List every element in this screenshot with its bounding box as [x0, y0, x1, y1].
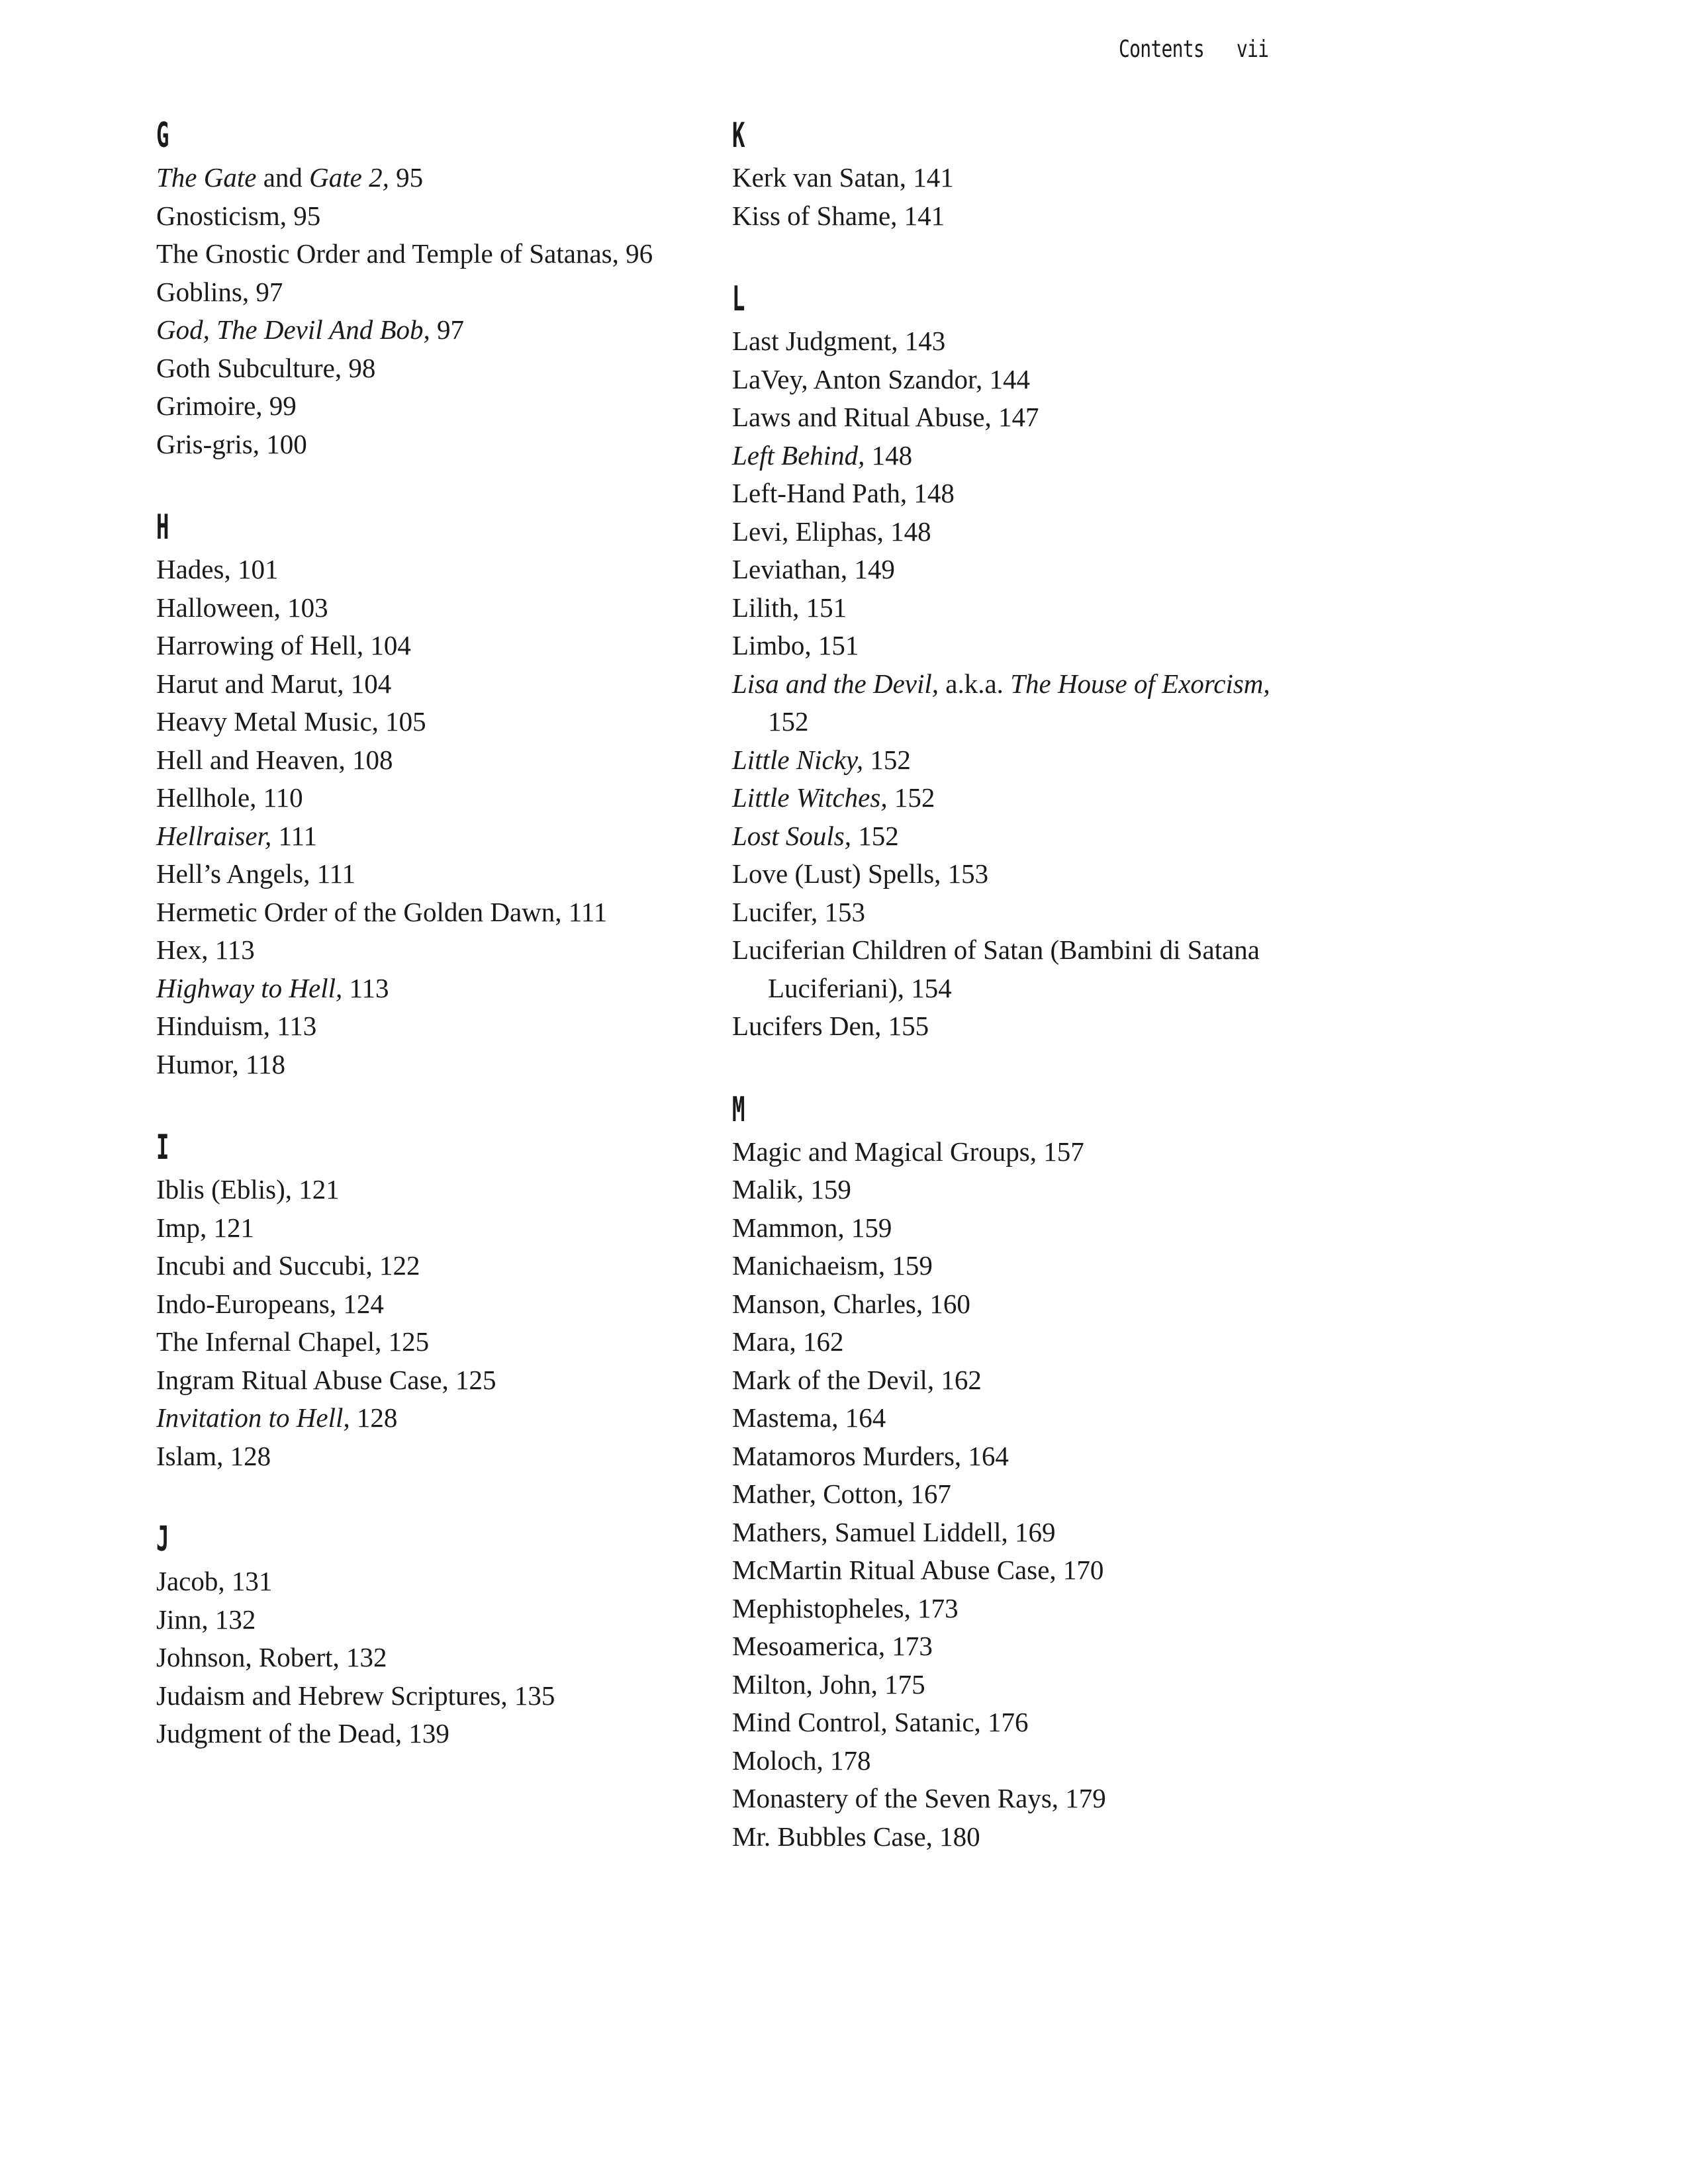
index-section: [156, 1516, 726, 1753]
entry-text: Mark of the Devil, 162: [732, 1364, 982, 1395]
index-entry: [732, 1285, 1301, 1324]
entry-text: Matamoros Murders, 164: [732, 1440, 1009, 1471]
entry-text: Hermetic Order of the Golden Dawn, 111: [156, 896, 608, 927]
entry-text: Hell’s Angels, 111: [156, 858, 356, 889]
entry-text: 148: [865, 439, 913, 471]
index-entry: [156, 349, 726, 388]
index-entry: [732, 893, 1301, 932]
entry-title-italic: Invitation to Hell,: [156, 1402, 350, 1433]
index-entry: [156, 1639, 726, 1677]
index-section: [156, 113, 726, 463]
entry-text: 128: [350, 1402, 398, 1433]
index-entry: [156, 779, 726, 817]
index-entry: [156, 273, 726, 312]
entry-title-italic: The Gate: [156, 162, 257, 193]
entry-text: Laws and Ritual Abuse, 147: [732, 402, 1039, 432]
entry-text: Last Judgment, 143: [732, 326, 946, 356]
index-entry: [732, 322, 1301, 361]
entry-text: 95: [389, 162, 424, 193]
index-entry: [732, 1475, 1301, 1514]
index-entry: [732, 1666, 1301, 1704]
entry-text: Gris-gris, 100: [156, 428, 307, 459]
entry-text: Moloch, 178: [732, 1745, 871, 1776]
index-entry: [732, 1551, 1301, 1590]
index-entry: [732, 1514, 1301, 1552]
index-entry: [732, 551, 1301, 589]
index-entry: [732, 589, 1301, 627]
index-entry: [732, 1209, 1301, 1248]
index-entry: [732, 817, 1301, 856]
entry-title-italic: God, The Devil And Bob,: [156, 314, 430, 345]
index-entry: [732, 627, 1301, 665]
index-entry: [732, 1361, 1301, 1400]
entry-text: Jacob, 131: [156, 1566, 273, 1596]
entry-text: Judgment of the Dead, 139: [156, 1718, 449, 1749]
index-entry: [156, 387, 726, 426]
entry-text: McMartin Ritual Abuse Case, 170: [732, 1555, 1104, 1585]
entry-title-italic: Left Behind,: [732, 439, 865, 471]
section-letter: G: [156, 116, 169, 156]
entry-text: Heavy Metal Music, 105: [156, 706, 426, 737]
index-entry: [156, 1247, 726, 1285]
index-entry: [156, 931, 726, 970]
entry-text: Mather, Cotton, 167: [732, 1479, 951, 1509]
index-entry: [156, 589, 726, 627]
index-entry: [156, 426, 726, 464]
entry-text: Lilith, 151: [732, 592, 847, 623]
entry-text: Levi, Eliphas, 148: [732, 516, 931, 547]
index-section: [732, 1087, 1301, 1856]
index-section: [156, 1124, 726, 1475]
entry-text: Limbo, 151: [732, 630, 859, 660]
entry-text: Harut and Marut, 104: [156, 668, 392, 699]
index-entry: [156, 311, 726, 349]
index-entry: [156, 703, 726, 741]
entry-text: a.k.a.: [939, 668, 1011, 699]
index-entry: [156, 235, 726, 273]
index-entry: [156, 1007, 726, 1046]
entry-text: Hinduism, 113: [156, 1011, 317, 1041]
entry-text: LaVey, Anton Szandor, 144: [732, 363, 1031, 394]
entry-title-italic: Lost Souls,: [732, 820, 851, 851]
index-entry: [156, 665, 726, 704]
entry-text: Hellhole, 110: [156, 782, 303, 813]
entry-text: Magic and Magical Groups, 157: [732, 1136, 1084, 1167]
entry-text: 111: [271, 820, 317, 851]
index-entry: [156, 1563, 726, 1601]
entry-text: Hell and Heaven, 108: [156, 744, 393, 775]
index-entry: [732, 1590, 1301, 1628]
index-entry: [732, 475, 1301, 513]
index-entry: [732, 1627, 1301, 1666]
index-entry: [732, 1742, 1301, 1780]
entry-text: Manson, Charles, 160: [732, 1288, 970, 1319]
entry-text: Incubi and Succubi, 122: [156, 1250, 420, 1281]
index-entry: [156, 1323, 726, 1361]
index-entry: [732, 1007, 1301, 1046]
running-head-title: Contents: [1119, 36, 1205, 63]
entry-text: Love (Lust) Spells, 153: [732, 858, 989, 889]
index-entry: [732, 741, 1301, 780]
entry-text: Hades, 101: [156, 554, 279, 584]
index-entry: [732, 1780, 1301, 1818]
entry-text: Ingram Ritual Abuse Case, 125: [156, 1364, 496, 1395]
section-letter: M: [732, 1089, 745, 1130]
entry-text: Johnson, Robert, 132: [156, 1642, 387, 1672]
index-entry: [156, 817, 726, 856]
index-entry: [156, 1677, 726, 1715]
entry-text: Kiss of Shame, 141: [732, 200, 945, 231]
entry-text: 113: [342, 972, 389, 1003]
index-entry: [156, 1171, 726, 1209]
entry-text: 152: [768, 706, 809, 737]
index-entry: [732, 1323, 1301, 1361]
entry-text: Left-Hand Path, 148: [732, 478, 955, 508]
index-entry: [156, 1285, 726, 1324]
index-entry: [732, 1133, 1301, 1171]
entry-text: Goth Subculture, 98: [156, 352, 376, 383]
entry-text: Islam, 128: [156, 1440, 271, 1471]
entry-text: Malik, 159: [732, 1174, 851, 1205]
entry-text: Mammon, 159: [732, 1212, 892, 1243]
index-entry: [156, 1437, 726, 1476]
section-letter: J: [156, 1520, 169, 1559]
entry-text: Manichaeism, 159: [732, 1250, 933, 1281]
index-entry: [732, 1704, 1301, 1742]
entry-text: Gnosticism, 95: [156, 200, 321, 231]
index-entry: [732, 361, 1301, 399]
entry-text: Mr. Bubbles Case, 180: [732, 1821, 980, 1852]
entry-text: Grimoire, 99: [156, 390, 297, 421]
entry-text: Milton, John, 175: [732, 1668, 925, 1700]
contents-column-left: [156, 113, 726, 1753]
entry-title-italic: The House of Exorcism,: [1010, 668, 1270, 699]
index-section: [732, 113, 1301, 235]
entry-text: 152: [851, 820, 899, 851]
index-entry: [156, 197, 726, 236]
entry-text: Mathers, Samuel Liddell, 169: [732, 1516, 1056, 1547]
index-entry: [156, 1361, 726, 1400]
entry-text: The Infernal Chapel, 125: [156, 1326, 430, 1357]
entry-text: Harrowing of Hell, 104: [156, 630, 411, 660]
index-entry: [732, 513, 1301, 551]
entry-text: The Gnostic Order and Temple of Satanas, 96: [156, 238, 653, 269]
index-entry: [156, 741, 726, 780]
entry-text: Monastery of the Seven Rays, 179: [732, 1783, 1106, 1813]
entry-text: Humor, 118: [156, 1048, 285, 1079]
entry-text: Hex, 113: [156, 934, 255, 965]
index-section: [732, 276, 1301, 1046]
entry-text: 152: [887, 782, 935, 813]
index-entry: [156, 1399, 726, 1437]
index-entry: [156, 627, 726, 665]
entry-text: Jinn, 132: [156, 1604, 256, 1635]
entry-text: and: [256, 162, 310, 193]
index-section: [156, 504, 726, 1083]
entry-text: Mastema, 164: [732, 1402, 886, 1433]
index-entry: [732, 159, 1301, 197]
index-entry: [156, 970, 726, 1008]
entry-text: Judaism and Hebrew Scriptures, 135: [156, 1680, 555, 1711]
entry-text: Leviathan, 149: [732, 554, 895, 584]
section-letter: L: [732, 279, 745, 319]
index-entry: [732, 665, 1301, 741]
entry-text: Iblis (Eblis), 121: [156, 1174, 340, 1205]
entry-title-italic: Hellraiser,: [156, 820, 272, 851]
section-letter: H: [156, 508, 169, 547]
entry-text: Goblins, 97: [156, 276, 283, 307]
entry-text: Halloween, 103: [156, 592, 328, 623]
entry-title-italic: Highway to Hell,: [156, 972, 343, 1003]
index-entry: [156, 1046, 726, 1084]
entry-text: Lucifers Den, 155: [732, 1011, 929, 1041]
index-entry: [732, 1247, 1301, 1285]
index-entry: [732, 1171, 1301, 1209]
entry-title-italic: Lisa and the Devil,: [732, 668, 939, 699]
entry-title-italic: Little Witches,: [732, 782, 888, 813]
index-entry: [732, 1437, 1301, 1476]
index-entry: [156, 1209, 726, 1248]
index-entry: [732, 931, 1301, 1007]
contents-column-right: [732, 113, 1301, 1856]
index-entry: [732, 779, 1301, 817]
entry-text: Mind Control, Satanic, 176: [732, 1707, 1029, 1737]
page-number: vii: [1236, 36, 1269, 63]
index-entry: [732, 437, 1301, 475]
entry-text: Indo-Europeans, 124: [156, 1288, 384, 1319]
entry-text: Mephistopheles, 173: [732, 1592, 959, 1623]
section-letter: I: [156, 1128, 169, 1167]
index-entry: [732, 1399, 1301, 1437]
index-entry: [732, 855, 1301, 893]
entry-text: 152: [863, 744, 911, 775]
index-entry: [156, 1601, 726, 1639]
entry-text: Imp, 121: [156, 1212, 255, 1243]
entry-text: Mara, 162: [732, 1326, 844, 1357]
index-entry: [156, 1715, 726, 1753]
entry-text: Lucifer, 153: [732, 896, 865, 927]
entry-text: Kerk van Satan, 141: [732, 162, 954, 193]
index-entry: [156, 893, 726, 932]
entry-text: 97: [430, 314, 464, 345]
entry-text: Mesoamerica, 173: [732, 1631, 933, 1661]
index-entry: [732, 398, 1301, 437]
entry-title-italic: Gate 2,: [309, 162, 389, 193]
entry-text: Luciferian Children of Satan (Bambini di Satana Luciferiani), 154: [732, 934, 1260, 1003]
running-head: [1119, 36, 1269, 75]
entry-title-italic: Little Nicky,: [732, 744, 864, 775]
index-entry: [156, 551, 726, 589]
index-entry: [156, 159, 726, 197]
section-letter: K: [732, 116, 745, 156]
index-entry: [732, 197, 1301, 236]
index-entry: [732, 1818, 1301, 1856]
index-entry: [156, 855, 726, 893]
